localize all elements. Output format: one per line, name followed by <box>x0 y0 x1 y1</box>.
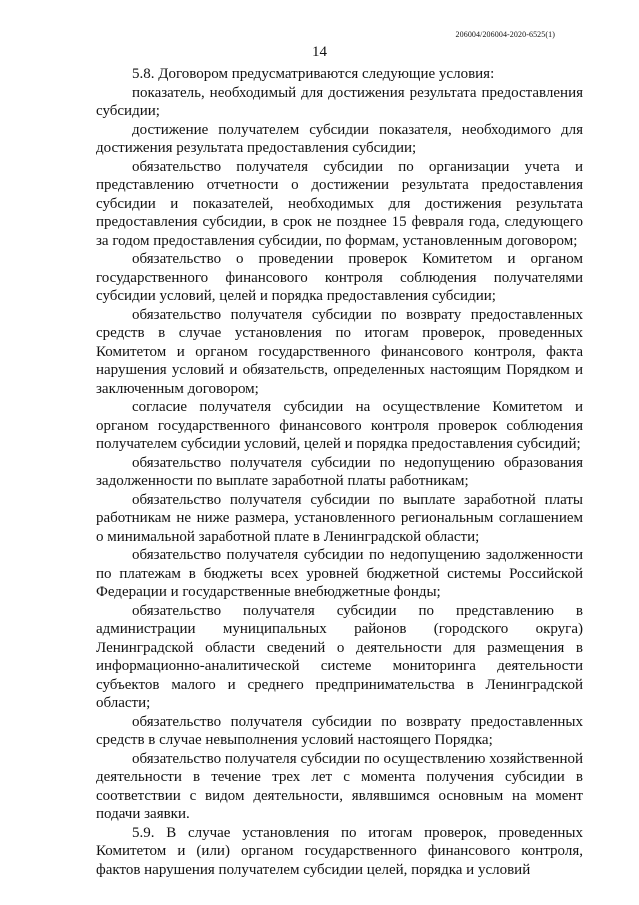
paragraph-activity-information: обязательство получателя субсидии по представлению в администрации муниципальных районов (городского округа) Ленинградской области сведений о деятельности для размещения в информационно-аналитической системе мониторинга деятельности субъектов малого и среднего предпринимательства в Ленинградской области; <box>96 602 583 711</box>
paragraph-refund-on-noncompliance: обязательство получателя субсидии по возврату предоставленных средств в случае невыполнения условий настоящего Порядка; <box>96 713 583 748</box>
paragraph-indicator: показатель, необходимый для достижения результата предоставления субсидии; <box>96 84 583 119</box>
page-number: 14 <box>312 44 327 60</box>
paragraph-no-budget-arrears: обязательство получателя субсидии по недопущению задолженности по платежам в бюджеты всех уровней бюджетной системы Российской Федерации и государственные внебюджетные фонды; <box>96 547 583 600</box>
paragraph-consent-to-inspections: согласие получателя субсидии на осуществление Комитетом и органом государственного финансового контроля проверок соблюдения получателем субсидии условий, целей и порядка предоставления субсидий; <box>96 399 583 452</box>
paragraph-achievement: достижение получателем субсидии показателя, необходимого для достижения результата предоставления субсидии; <box>96 121 583 156</box>
paragraph-5-9: 5.9. В случае установления по итогам проверок, проведенных Комитетом и (или) органом государственного финансового контроля, фактов нарушения получателем субсидии целей, порядка и условий <box>96 824 583 878</box>
paragraph-inspections-obligation: обязательство о проведении проверок Комитетом и органом государственного финансового контроля соблюдения получателями субсидии условий, целей и порядка предоставления субсидии; <box>96 251 583 304</box>
paragraph-three-year-activity: обязательство получателя субсидии по осуществлению хозяйственной деятельности в течение трех лет с момента получения субсидии в соответствии с видом деятельности, являвшимся основным на момент подачи заявки. <box>96 750 583 822</box>
paragraph-5-8-heading: 5.8. Договором предусматриваются следующие условия: <box>132 66 495 82</box>
paragraph-refund-after-inspection: обязательство получателя субсидии по возврату предоставленных средств в случае установления по итогам проверок, проведенных Комитетом и органом государственного финансового контроля, факта нарушения условий и обязательств, определенных настоящим Порядком и заключенным договором; <box>96 306 583 397</box>
document-body <box>96 65 583 879</box>
paragraph-no-wage-arrears: обязательство получателя субсидии по недопущению образования задолженности по выплате заработной платы работникам; <box>96 454 583 489</box>
paragraph-minimum-wage: обязательство получателя субсидии по выплате заработной платы работникам не ниже размера, установленного региональным соглашением о минимальной заработной плате в Ленинградской области; <box>96 491 583 545</box>
paragraph-reporting-obligation: обязательство получателя субсидии по организации учета и представлению отчетности о достижении результата предоставления субсидии и показателей, необходимых для достижения результата предоставления субсидии, в срок не позднее 15 февраля года, следующего за годом предоставления субсидии, по формам, установленным договором; <box>96 158 583 249</box>
document-id: 206004/206004-2020-6525(1) <box>455 30 555 39</box>
